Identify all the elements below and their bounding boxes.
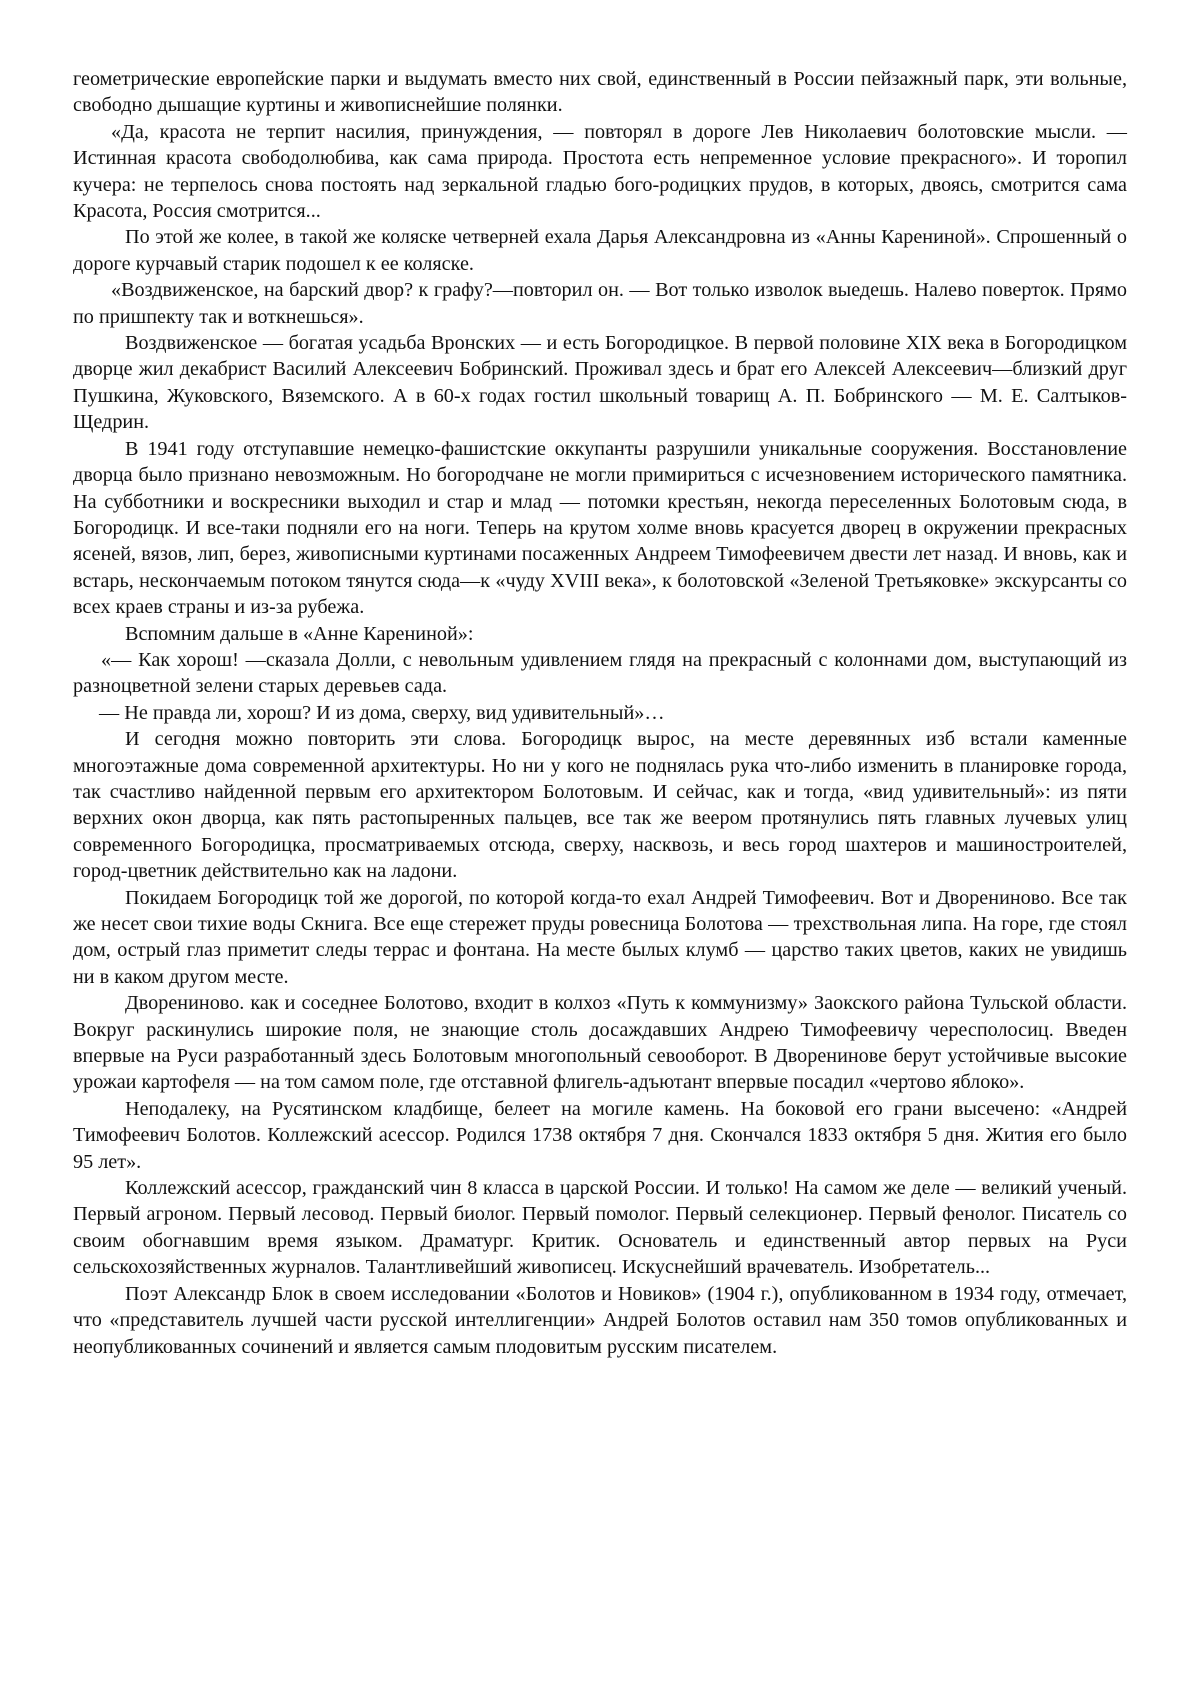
document-page <box>73 66 1127 1360</box>
paragraph: геометрические европейские парки и выдумать вместо них свой, единственный в России пейзажный парк, эти вольные, свободно дышащие куртины и живописнейшие полянки. <box>73 68 1127 117</box>
paragraph: Дворениново. как и соседнее Болотово, входит в колхоз «Путь к коммунизму» Заокского района Тульской области. Вокруг раскинулись широкие поля, не знающие столь досаждавших Андрею Тимофеевичу чересполосиц. Введен впервые на Руси разработанный здесь Болотовым многопольный севооборот. В Дворенинове берут устойчивые высокие урожаи картофеля — на том самом поле, где отставной флигель-адъютант впервые посадил «чертово яблоко». <box>73 992 1127 1094</box>
paragraph: В 1941 году отступавшие немецко-фашистские оккупанты разрушили уникальные сооружения. Восстановление дворца было признано невозможным. Но богородчане не могли примириться с исчезновением исторического памятника. На субботники и воскресники выходил и стар и млад — потомки крестьян, некогда переселенных Болотовым сюда, в Богородицк. И все-таки подняли его на ноги. Теперь на крутом холме вновь красуется дворец в окружении прекрасных ясеней, вязов, лип, берез, живописными куртинами посаженных Андреем Тимофеевичем двести лет назад. И вновь, как и встарь, нескончаемым потоком тянутся сюда—к «чуду XVIII века», к болотовской «Зеленой Третьяковке» экскурсанты со всех краев страны и из-за рубежа. <box>73 437 1127 619</box>
paragraph: Покидаем Богородицк той же дорогой, по которой когда-то ехал Андрей Тимофеевич. Вот и Дворениново. Все так же несет свои тихие воды Скнига. Все еще стережет пруды ровесница Болотова — трехствольная липа. На горе, где стоял дом, острый глаз приметит следы террас и фонтана. На месте былых клумб — царство таких цветов, каких не увидишь ни в каком другом месте. <box>73 886 1127 988</box>
paragraph: «Да, красота не терпит насилия, принуждения, — повторял в дороге Лев Николаевич болотовские мысли. — Истинная красота свободолюбива, как сама природа. Простота есть непременное условие прекрасного». И торопил кучера: не терпелось снова постоять над зеркальной гладью бого-родицких прудов, в которых, двоясь, смотрится сама Красота, Россия смотрится... <box>73 120 1127 223</box>
paragraph: — Не правда ли, хорош? И из дома, сверху, вид удивительный»… <box>99 701 665 724</box>
paragraph: По этой же колее, в такой же коляске четверней ехала Дарья Александровна из «Анны Карениной». Спрошенный о дороге курчавый старик подошел к ее коляске. <box>73 226 1127 275</box>
paragraph: Воздвиженское — богатая усадьба Вронских — и есть Богородицкое. В первой половине XIX века в Богородицком дворце жил декабрист Василий Алексеевич Бобринский. Проживал здесь и брат его Алексей Алексеевич—близкий друг Пушкина, Жуковского, Вяземского. А в 60-х годах гостил школьный товарищ А. П. Бобринского — М. Е. Салтыков-Щедрин. <box>73 332 1127 434</box>
paragraph: Поэт Александр Блок в своем исследовании «Болотов и Новиков» (1904 г.), опубликованном в 1934 году, отмечает, что «представитель лучшей части русской интеллигенции» Андрей Болотов оставил нам 350 томов опубликованных и неопубликованных сочинений и является самым плодовитым русским писателем. <box>73 1282 1127 1358</box>
paragraph: Вспомним дальше в «Анне Карениной»: <box>125 622 474 645</box>
paragraph: «Воздвиженское, на барский двор? к графу?—повторил он. — Вот только изволок выедешь. Налево поверток. Прямо по пришпекту так и воткнешься». <box>73 279 1127 328</box>
paragraph: «— Как хорош! —сказала Долли, с невольным удивлением глядя на прекрасный с колоннами дом, выступающий из разноцветной зелени старых деревьев сада. <box>73 648 1127 698</box>
paragraph: Коллежский асессор, гражданский чин 8 класса в царской России. И только! На самом же деле — великий ученый. Первый агроном. Первый лесовод. Первый биолог. Первый помолог. Первый селекционер. Первый фенолог. Писатель со своим обогнавшим время языком. Драматург. Критик. Основатель и единственный автор первых на Руси сельскохозяйственных журналов. Талантливейший живописец. Искуснейший врачеватель. Изобретатель... <box>73 1177 1127 1279</box>
paragraph: Неподалеку, на Русятинском кладбище, белеет на могиле камень. На боковой его грани высечено: «Андрей Тимофеевич Болотов. Коллежский асессор. Родился 1738 октября 7 дня. Скончался 1833 октября 5 дня. Жития его было 95 лет». <box>73 1097 1127 1173</box>
paragraph: И сегодня можно повторить эти слова. Богородицк вырос, на месте деревянных изб встали каменные многоэтажные дома современной архитектуры. Но ни у кого не поднялась рука что-либо изменить в планировке города, так счастливо найденной первым его архитектором Болотовым. И сейчас, как и тогда, «вид удивительный»: из пяти верхних окон дворца, как пять растопыренных пальцев, все так же веером протянулись пять главных лучевых улиц современного Богородицка, просматриваемых отсюда, сверху, насквозь, и весь город шахтеров и машиностроителей, город-цветник действительно как на ладони. <box>73 728 1127 883</box>
